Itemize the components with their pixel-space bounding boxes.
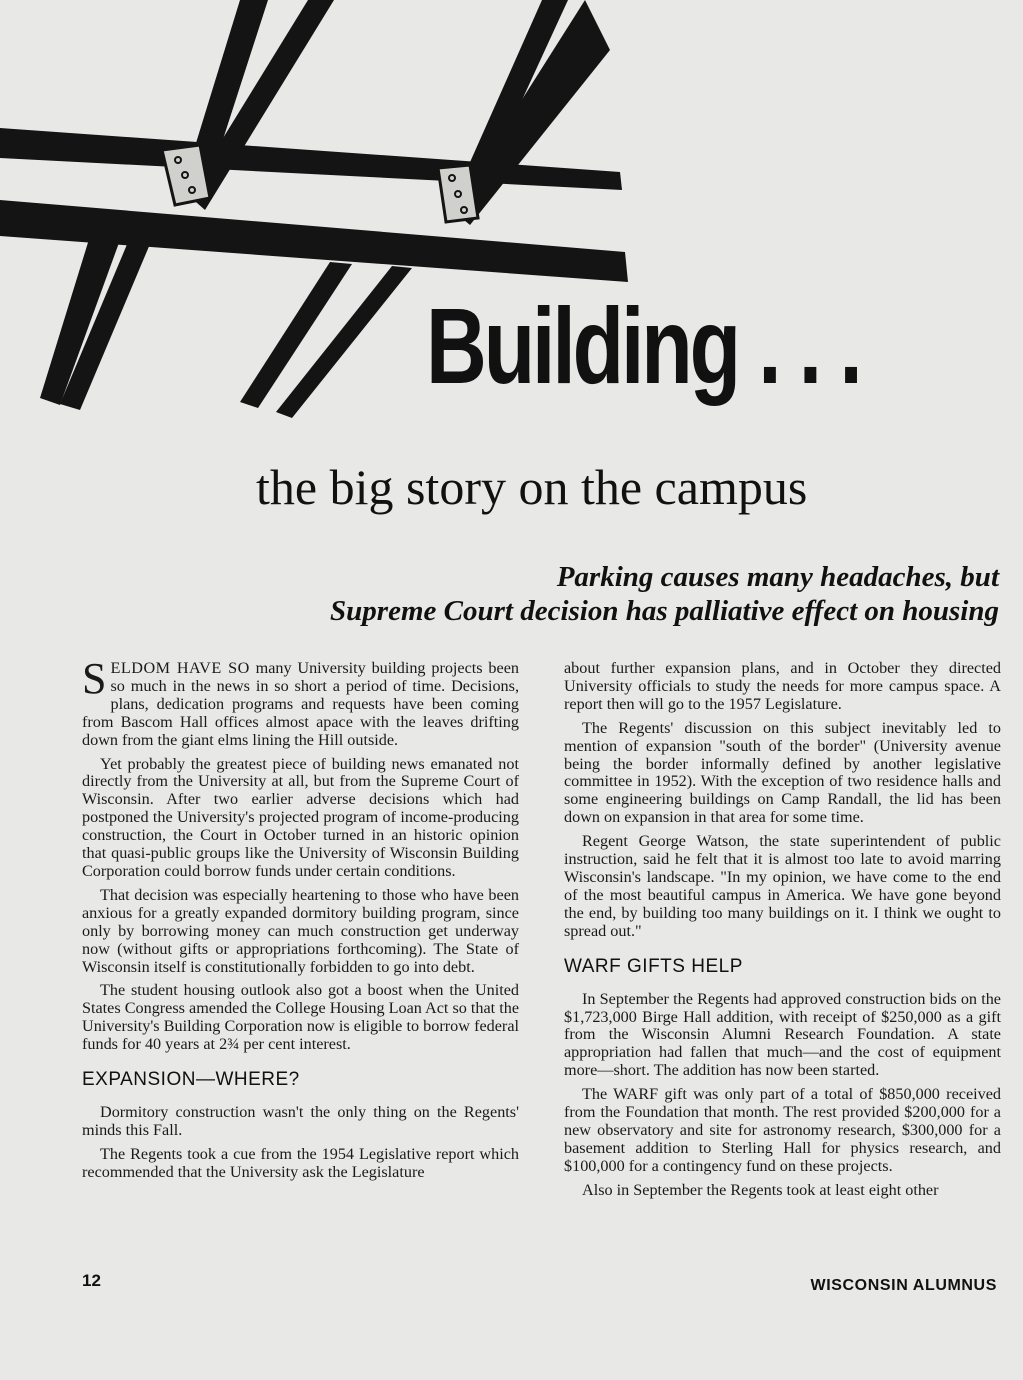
paragraph: The student housing outlook also got a boost when the United States Congress amended the College Housing Loan Act so that the University's Building Corporation now is eligible to borrow federal funds for 40 years at 2¾ per cent interest. [82, 981, 519, 1054]
article-deck [179, 560, 999, 628]
gusset-plate-right [438, 165, 478, 222]
lead-text: many University building projects been so much in the news in so short a period of time. Decisions, plans, dedication programs and requests have been coming from Bascom Hall offices almost apace with the leaves drifting down from the giant elms lining the Hill outside. [82, 659, 519, 749]
headline-subtitle: the big story on the campus [256, 459, 808, 515]
gusset-plate-left [162, 145, 210, 205]
paragraph: Regent George Watson, the state superintendent of public instruction, said he felt that it is almost too late to avoid marring Wisconsin's landscape. "In my opinion, we have come to the end of the most beautiful campus in America. We have gone beyond the end, by building too many buildings on it. I think we ought to spread out." [564, 832, 1001, 940]
deck-line-2: Supreme Court decision has palliative effect on housing [330, 595, 999, 627]
paragraph: The Regents' discussion on this subject inevitably led to mention of expansion "south of the border" (University avenue being the border informally defined by another legislative committee in 1952). With the exception of two residence halls and some engineering buildings on Camp Randall, the lid has been down on expansion in that area for some time. [564, 718, 1001, 827]
paragraph: The Regents took a cue from the 1954 Legislative report which recommended that the University ask the Legislature [82, 1144, 519, 1181]
section-heading-expansion: EXPANSION—WHERE? [82, 1069, 300, 1091]
section-heading-warf: WARF GIFTS HELP [564, 955, 743, 977]
left-column [82, 654, 519, 1188]
paragraph: In September the Regents had approved construction bids on the $1,723,000 Birge Hall addition, with receipt of $250,000 as a gift from the Wisconsin Alumni Research Foundation. A state appropriation had fallen that much—and the cost of equipment more—short. The addition has now been started. [564, 989, 1001, 1080]
drop-cap: S [82, 654, 107, 703]
deck-line-1: Parking causes many headaches, but [556, 561, 999, 593]
page-number: 12 [82, 1271, 101, 1290]
headline-title: Building . . . [426, 285, 860, 406]
paragraph: Dormitory construction wasn't the only thing on the Regents' minds this Fall. [82, 1103, 519, 1139]
paragraph: That decision was especially heartening to those who have been anxious for a greatly expanded dormitory building program, since only by borrowing money can much construction get underway now (without gifts or appropriations forthcoming). The State of Wisconsin itself is constitutionally forbidden to go into debt. [82, 885, 519, 976]
paragraph: The WARF gift was only part of a total of $850,000 received from the Foundation that month. The rest provided $200,000 for a new observatory and site for astronomy research, $300,000 for a basement addition to Sterling Hall for physics research, and $100,000 for a contingency fund on these projects. [564, 1085, 1001, 1175]
paragraph: Yet probably the greatest piece of building news emanated not directly from the University at all, but from the Supreme Court of Wisconsin. After two earlier adverse decisions which had postponed the University's projected program of income-producing construction, the Court in October turned in an historic opinion that quasi-public groups like the University of Wisconsin Building Corporation could borrow funds under certain conditions. [82, 754, 519, 880]
diagonal-beam-7 [240, 262, 352, 408]
right-column [564, 660, 1001, 1206]
paragraph-lead [82, 654, 519, 750]
paragraph: Also in September the Regents took at least eight other [582, 1180, 939, 1199]
paragraph: about further expansion plans, and in October they directed University officials to study the needs for more campus space. A report then will go to the 1957 Legislature. [564, 659, 1001, 713]
lead-caps: ELDOM HAVE SO [110, 659, 250, 677]
magazine-name: WISCONSIN ALUMNUS [810, 1277, 997, 1294]
